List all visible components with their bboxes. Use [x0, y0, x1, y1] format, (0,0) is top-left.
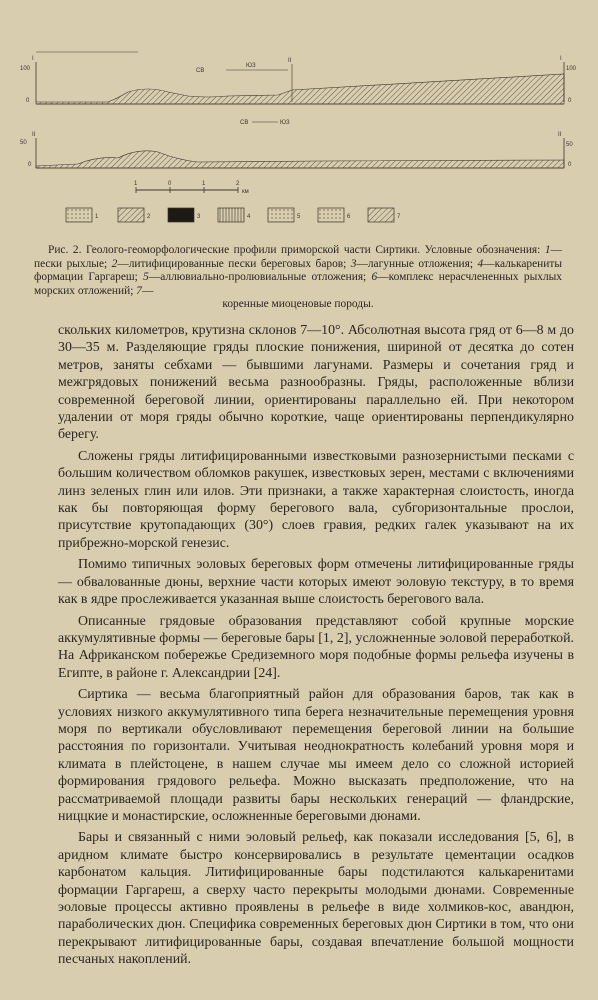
legend-num-2: 2: [147, 214, 151, 220]
legend-num-5: 5: [297, 214, 301, 220]
paragraph-2: Сложены гряды литифицированными известковыми разнозернистыми песками с большим количеством обломков ракушек, известковых зерен, местами с включениями линз зеленых глин или илов. Эти признаки, а также характерная слоистость, иногда как бы повторяющая форму берегового вала, субгоризонтальные прослои, присутствие крутопадающих (30°) слоев гравия, редких галек указывают на их прибрежно-морской генезис.: [58, 448, 574, 551]
p2-left-height: 50: [20, 140, 27, 146]
p1-right-zero: 0: [568, 98, 572, 104]
paragraph-1: скольких километров, крутизна склонов 7—10°. Абсолютная высота гряд от 6—8 м до 30—35 м. Разделяющие гряды плоские понижения, шириной от десятка до сотен метров, заняты себхами — бывшими лагунами. Размеры и сочетания гряд и межгрядовых понижений весьма разнообразны. Гряды, расположенные вблизи современной береговой линии, ориентированы параллельно ей. При некотором удалении от моря гряды обычно короткие, чаще ориентированы перпендикулярно берегу.: [58, 323, 574, 443]
p1-dir-sw: СВ: [196, 68, 205, 74]
p1-right-end: I: [560, 56, 562, 62]
p2-left-label: II: [32, 132, 36, 138]
p1-left-height: 100: [20, 66, 31, 72]
scale-unit: км: [242, 189, 249, 195]
scale-tick-3: 1: [202, 181, 206, 187]
p1-left-end: I: [32, 56, 34, 62]
legend: [66, 208, 401, 222]
p1-right-height: 100: [566, 66, 577, 72]
p2-right-height: 50: [566, 142, 573, 148]
legend-num-6: 6: [347, 214, 351, 220]
p2-dir-ne: ЮЗ: [280, 120, 290, 126]
scale-tick-2: 0: [168, 181, 172, 187]
legend-num-4: 4: [247, 214, 251, 220]
profile-two: [20, 120, 573, 168]
paragraph-6: Бары и связанный с ними эоловый рельеф, как показали исследования [5, 6], в аридном климате быстро консервировались в результате цементации осадков карбонатом кальция. Литифицированные бары подстилаются калькаренитами формации Гаргареш, а сверху часто перекрыты молодыми дюнами. Современные эоловые процессы активно проявлены в рельефе в виде холмиков-кос, авандюн, параболических дюн. Специфика современных береговых дюн Сиртики в том, что они перекрывают литифицированные бары, создавая впечатление большой мощности песчаных накоплений.: [58, 830, 574, 968]
geological-profile-figure: [18, 40, 578, 238]
p2-right-zero: 0: [568, 162, 572, 168]
paragraph-5: Сиртика — весьма благоприятный район для образования баров, так как в условиях низкого аккумулятивного типа берега незначительные перемещения уровня моря по вертикали обусловливают перемещения береговой линии на большие расстояния по горизонтали. Учитывая неоднократность колебаний уровня моря и климата в плейстоцене, в нашем случае мы имеем дело со сложной историей формирования грядового рельефа. Можно высказать предположение, что на рассматриваемой площади развиты бары нескольких генераций — фландрские, ниццкие и монастирские, осложненные береговыми дюнами.: [58, 687, 574, 824]
caption-lead: Рис. 2. Геолого-геоморфологические профили приморской части Сиртики. Условные обозначения:: [48, 244, 541, 256]
p1-mid-label: II: [288, 58, 292, 64]
p2-right-label: II: [558, 132, 562, 138]
profile-one: [20, 52, 577, 104]
p1-dir-ne: ЮЗ: [246, 63, 256, 69]
profile-drawing: [18, 40, 578, 238]
p2-left-zero: 0: [28, 162, 32, 168]
p2-dir-sw: СВ: [240, 120, 249, 126]
scale-bar: [134, 181, 249, 195]
p1-left-zero: 0: [26, 98, 30, 104]
paragraph-4: Описанные грядовые образования представляют собой крупные морские аккумулятивные формы — береговые бары [1, 2], усложненные эоловой переработкой. На Африканском побережье Средиземного моря подобные формы рельефа изучены в Египте, в районе г. Александрии [24].: [58, 613, 574, 681]
legend-num-3: 3: [197, 214, 201, 220]
legend-num-1: 1: [95, 214, 99, 220]
caption-last-line: коренные миоценовые породы.: [222, 298, 374, 311]
legend-num-7: 7: [397, 214, 401, 220]
body-text: [58, 322, 574, 973]
paragraph-3: Помимо типичных эоловых береговых форм отмечены литифицированные гряды — обвалованные дюны, верхние части которых имеют эоловую текстуру, в то время как в ядре прослеживается указанная выше слоистость берегового вала.: [58, 557, 574, 608]
scale-tick-1: 1: [134, 181, 138, 187]
scale-tick-4: 2: [236, 181, 240, 187]
figure-caption: Рис. 2. Геолого-геоморфологические профили приморской части Сиртики. Условные обозначения: 1—пески рыхлые; 2—литифицированные пески береговых баров; 3—лагунные отложения; 4—калькарениты формации Гаргареш; 5—аллювиально-пролювиальные отложения; 6—комплекс нерасчлененных рыхлых морских отложений; 7— коренные миоценовые породы.: [34, 244, 562, 311]
